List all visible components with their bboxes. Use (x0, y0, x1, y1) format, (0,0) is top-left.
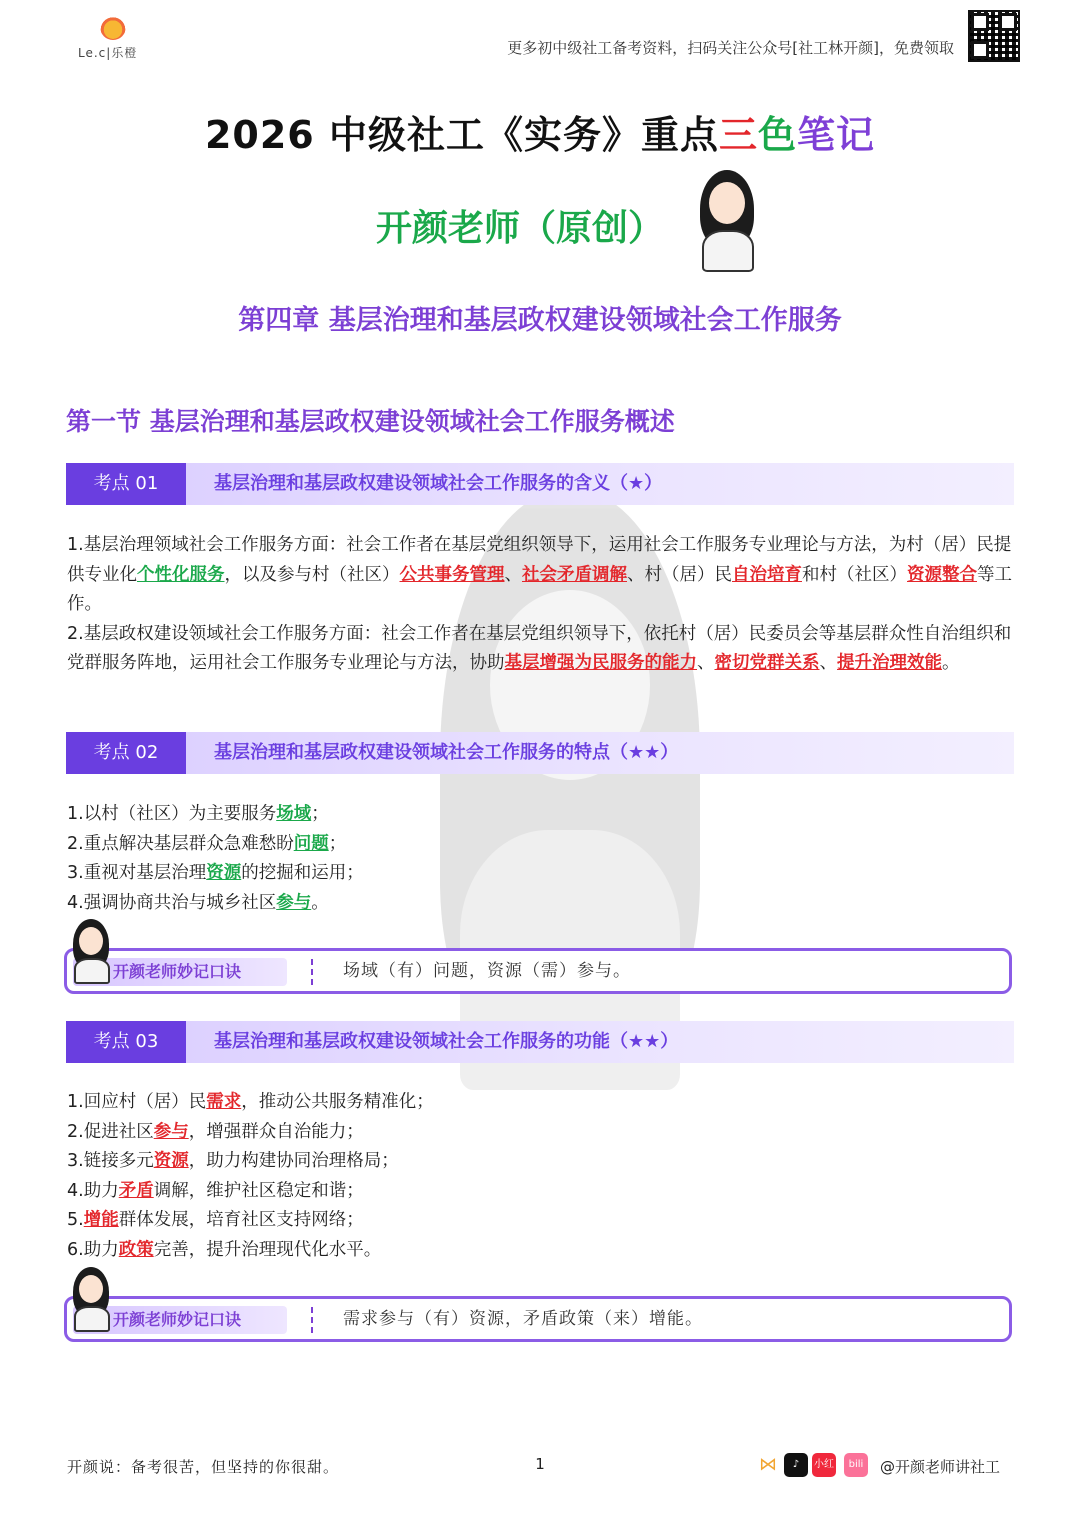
key-point-tag: 考点 03 (66, 1021, 186, 1063)
section-heading: 第一节 基层治理和基层政权建设领域社会工作服务概述 (66, 407, 675, 436)
teacher-avatar-small (70, 1266, 112, 1332)
list-item: 4.强调协商共治与城乡社区参与。 (67, 892, 329, 913)
author-line: 开颜老师（原创） (376, 208, 665, 249)
paragraph: 1.基层治理领域社会工作服务方面：社会工作者在基层党组织领导下，运用社会工作服务专业理论与方法，为村（居）民提供专业化个性化服务，以及参与村（社区）公共事务管理、社会矛盾调解、村（居）民自治培育和村（社区）资源整合等工作。 (67, 535, 1012, 614)
promo-text: 更多初中级社工备考资料，扫码关注公众号[社工林开颜]，免费领取 (507, 39, 954, 57)
qr-code-icon (968, 10, 1020, 62)
list-item: 2.促进社区参与，增强群众自治能力； (67, 1121, 364, 1142)
chapter-heading: 第四章 基层治理和基层政权建设领域社会工作服务 (238, 305, 842, 336)
key-point-03-list (67, 1088, 434, 1265)
divider (311, 959, 313, 985)
bilibili-icon[interactable]: bili (844, 1453, 868, 1477)
key-point-01-bar (66, 463, 1014, 505)
page-number: 1 (535, 1455, 545, 1473)
mnemonic-label: 开颜老师妙记口诀 (73, 958, 287, 986)
list-item: 2.重点解决基层群众急难愁盼问题； (67, 833, 347, 854)
paragraph: 2.基层政权建设领域社会工作服务方面：社会工作者在基层党组织领导下，依托村（居）民委员会等基层群众性自治组织和党群服务阵地，运用社会工作服务专业理论与方法，协助基层增强为民服务的能力、密切党群关系、提升治理效能。 (67, 623, 1012, 673)
logo-text: Le.c|乐橙 (78, 46, 138, 60)
list-item: 1.回应村（居）民需求，推动公共服务精准化； (67, 1092, 434, 1112)
list-item: 4.助力矛盾调解，维护社区稳定和谐； (67, 1180, 364, 1201)
tiktok-icon[interactable]: ♪ (784, 1453, 808, 1477)
key-point-01-content (67, 531, 1015, 679)
teacher-avatar (696, 168, 758, 272)
butterfly-icon[interactable]: ⋈ (759, 1454, 777, 1475)
key-point-02-bar (66, 732, 1014, 774)
divider (311, 1307, 313, 1333)
logo-icon (100, 14, 126, 40)
key-point-title: 基层治理和基层政权建设领域社会工作服务的含义（★） (214, 473, 663, 494)
list-item: 3.链接多元资源，助力构建协同治理格局； (67, 1151, 399, 1171)
mnemonic-text: 场域（有）问题，资源（需）参与。 (343, 961, 631, 981)
list-item: 6.助力政策完善，提升治理现代化水平。 (67, 1239, 382, 1260)
footer-handle: @开颜老师讲社工 (880, 1458, 1001, 1476)
mnemonic-label: 开颜老师妙记口诀 (73, 1306, 287, 1334)
key-point-03-bar (66, 1021, 1014, 1063)
teacher-avatar-small (70, 918, 112, 984)
list-item: 3.重视对基层治理资源的挖掘和运用； (67, 863, 364, 883)
mnemonic-box (64, 948, 1012, 994)
xiaohongshu-icon[interactable]: 小红书 (812, 1453, 836, 1477)
key-point-tag: 考点 01 (66, 463, 186, 505)
list-item: 1.以村（社区）为主要服务场域； (67, 804, 329, 824)
key-point-02-list (67, 800, 364, 918)
key-point-title: 基层治理和基层政权建设领域社会工作服务的特点（★★） (214, 742, 679, 763)
brand-logo (78, 14, 158, 58)
footer-motto: 开颜说：备考很苦，但坚持的你很甜。 (67, 1458, 340, 1476)
key-point-tag: 考点 02 (66, 732, 186, 774)
key-point-title: 基层治理和基层政权建设领域社会工作服务的功能（★★） (214, 1031, 679, 1052)
mnemonic-text: 需求参与（有）资源，矛盾政策（来）增能。 (343, 1309, 703, 1329)
list-item: 5.增能群体发展，培育社区支持网络； (67, 1210, 364, 1230)
page-title: 2026 中级社工《实务》重点三色笔记 (204, 113, 876, 157)
mnemonic-box (64, 1296, 1012, 1342)
